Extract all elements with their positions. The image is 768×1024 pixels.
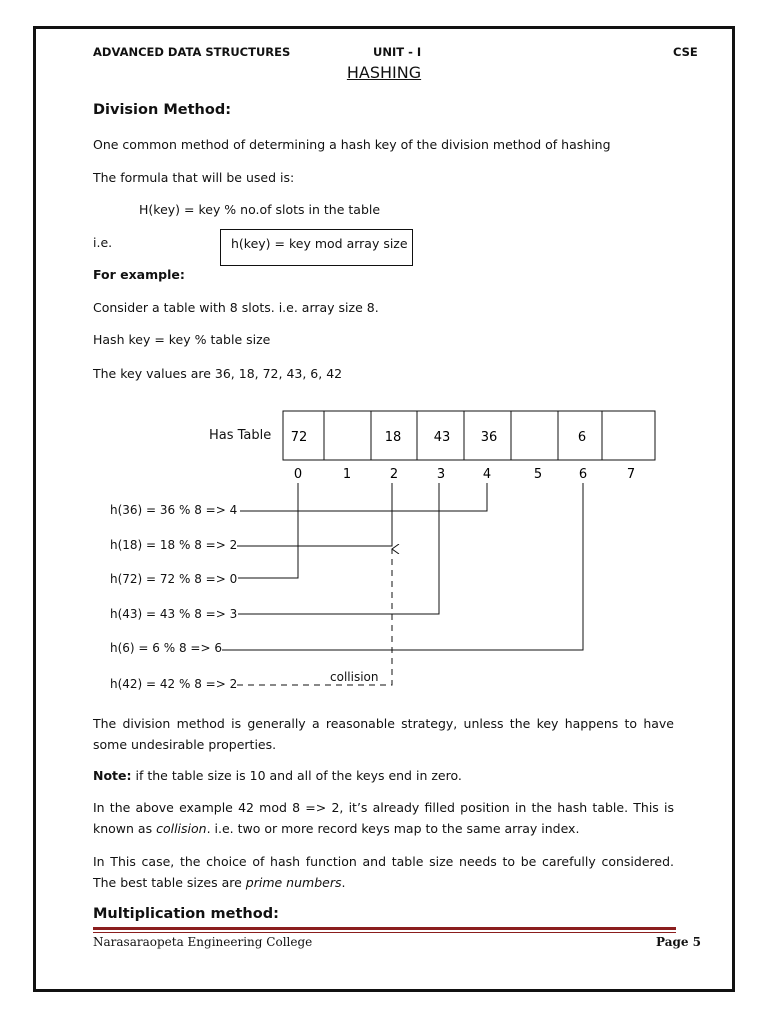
mapping-line-6 <box>222 483 583 650</box>
hash-key-text: Hash key = key % table size <box>93 332 271 347</box>
computation-label: h(6) = 6 % 8 => 6 <box>110 641 222 655</box>
table-outline <box>283 411 655 460</box>
index-label: 7 <box>626 467 636 482</box>
computation-label: h(18) = 18 % 8 => 2 <box>110 538 238 552</box>
cell-value: 36 <box>480 430 498 445</box>
index-label: 2 <box>389 467 399 482</box>
mapping-line-72 <box>238 483 298 578</box>
collision-label: collision <box>330 670 379 684</box>
footer-page-number: Page 5 <box>656 935 702 949</box>
index-label: 5 <box>533 467 543 482</box>
formula-text: H(key) = key % no.of slots in the table <box>139 202 381 217</box>
boxed-formula: h(key) = key mod array size <box>220 229 413 266</box>
prime-text-a: In This case, the choice of hash function and table size needs to be carefully considered. The best table sizes are <box>93 854 674 890</box>
formula-lead: The formula that will be used is: <box>93 170 295 185</box>
index-label: 3 <box>436 467 446 482</box>
paragraph-division-strategy: The division method is generally a reasonable strategy, unless the key happens to have some undesirable properties. <box>93 716 674 752</box>
cell-value: 18 <box>384 430 402 445</box>
header-unit: UNIT - I <box>373 45 422 59</box>
index-label: 0 <box>293 467 303 482</box>
footer-college: Narasaraopeta Engineering College <box>93 935 313 949</box>
cell-value: 6 <box>577 430 587 445</box>
table-label: Has Table <box>209 428 272 443</box>
consider-text: Consider a table with 8 slots. i.e. array size 8. <box>93 300 379 315</box>
cell-value: 72 <box>290 430 308 445</box>
ie-label: i.e. <box>93 235 113 250</box>
collision-text-b: . i.e. two or more record keys map to the same array index. <box>206 821 580 836</box>
computation-label: h(43) = 43 % 8 => 3 <box>110 607 238 621</box>
cell-value: 43 <box>433 430 451 445</box>
computation-labels <box>110 503 237 691</box>
index-labels <box>294 467 635 482</box>
mapping-line-36 <box>240 483 487 511</box>
computation-label: h(36) = 36 % 8 => 4 <box>110 503 238 517</box>
collision-line-42 <box>237 549 392 685</box>
table-cells <box>283 411 655 460</box>
prime-text-b: . <box>341 875 346 890</box>
header-subject: ADVANCED DATA STRUCTURES <box>93 45 291 59</box>
section-heading-multiplication: Multiplication method: <box>93 906 279 922</box>
footer-rule <box>93 927 676 930</box>
intro-text: One common method of determining a hash key of the division method of hashing <box>93 137 611 152</box>
note-text: if the table size is 10 and all of the keys end in zero. <box>131 768 462 783</box>
page-title: HASHING <box>346 63 422 82</box>
paragraph-note <box>93 765 674 786</box>
computation-label: h(42) = 42 % 8 => 2 <box>110 677 238 691</box>
collision-term: collision <box>156 821 207 836</box>
index-label: 4 <box>482 467 492 482</box>
mapping-line-18 <box>237 483 392 546</box>
collision-text-a: In the above example 42 mod 8 => 2, it’s already filled position in the hash table. This is known as <box>93 800 674 836</box>
computation-label: h(72) = 72 % 8 => 0 <box>110 572 238 586</box>
index-label: 1 <box>342 467 352 482</box>
mapping-line-43 <box>238 483 439 614</box>
footer-rule-thin <box>93 932 676 933</box>
mapping-lines <box>222 483 583 650</box>
paragraph-prime <box>93 851 674 893</box>
note-label: Note: <box>93 768 132 783</box>
key-values-text: The key values are 36, 18, 72, 43, 6, 42 <box>93 366 343 381</box>
section-heading-division: Division Method: <box>93 102 232 118</box>
prime-term: prime numbers <box>245 875 342 890</box>
paragraph-collision <box>93 797 674 839</box>
index-label: 6 <box>578 467 588 482</box>
example-heading: For example: <box>93 267 185 282</box>
header-dept: CSE <box>673 45 698 59</box>
